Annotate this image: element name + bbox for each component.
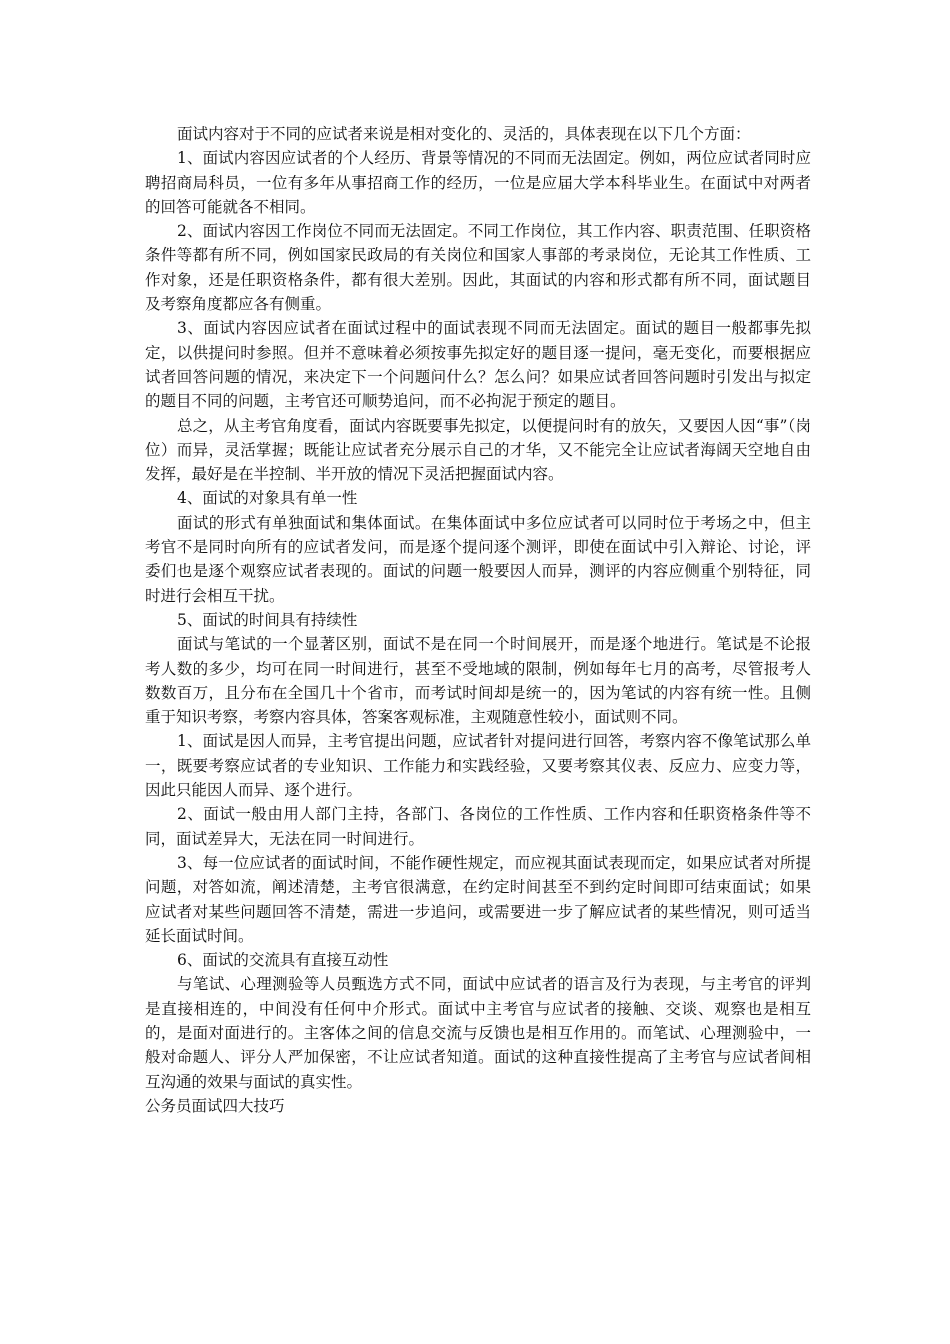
section-heading-4: 4、面试的对象具有单一性: [177, 489, 358, 508]
trailing-heading: 公务员面试四大技巧: [145, 1096, 285, 1115]
paragraph-section-5-item-2: 2、面试一般由用人部门主持，各部门、各岗位的工作性质、工作内容和任职资格条件等不同，面试差异大，无法在同一时间进行。: [145, 805, 811, 848]
paragraph-section-5: 面试与笔试的一个显著区别，面试不是在同一个时间展开，而是逐个地进行。笔试是不论报考人数的多少，均可在同一时间进行，甚至不受地域的限制，例如每年七月的高考，尽管报考人数数百万，且分布在全国几十个省市，而考试时间却是统一的，因为笔试的内容有统一性。且侧重于知识考察，考察内容具体，答案客观标准，主观随意性较小，面试则不同。: [145, 635, 811, 727]
paragraph-item-2: 2、面试内容因工作岗位不同而无法固定。不同工作岗位，其工作内容、职责范围、任职资格条件等都有所不同，例如国家民政局的有关岗位和国家人事部的考录岗位，无论其工作性质、工作对象，还是任职资格条件，都有很大差别。因此，其面试的内容和形式都有所不同，面试题目及考察角度都应各有侧重。: [145, 222, 811, 314]
paragraph-section-5-item-3: 3、每一位应试者的面试时间，不能作硬性规定，而应视其面试表现而定，如果应试者对所提问题，对答如流，阐述清楚，主考官很满意，在约定时间甚至不到约定时间即可结束面试；如果应试者对某些问题回答不清楚，需进一步追问，或需要进一步了解应试者的某些情况，则可适当延长面试时间。: [145, 853, 811, 945]
paragraph-section-4: 面试的形式有单独面试和集体面试。在集体面试中多位应试者可以同时位于考场之中，但主考官不是同时向所有的应试者发问，而是逐个提问逐个测评，即使在面试中引入辩论、讨论，评委们也是逐个观察应试者表现的。面试的问题一般要因人而异，测评的内容应侧重个别特征，同时进行会相互干扰。: [145, 513, 811, 605]
section-heading-6: 6、面试的交流具有直接互动性: [177, 951, 389, 970]
document-page: [145, 122, 811, 1118]
paragraph-item-3: 3、面试内容因应试者在面试过程中的面试表现不同而无法固定。面试的题目一般都事先拟定，以供提问时参照。但并不意味着必须按事先拟定好的题目逐一提问，毫无变化，而要根据应试者回答问题的情况，来决定下一个问题问什么？怎么问？如果应试者回答问题时引发出与拟定的题目不同的问题，主考官还可顺势追问，而不必拘泥于预定的题目。: [145, 319, 811, 411]
section-heading-5: 5、面试的时间具有持续性: [177, 610, 358, 629]
paragraph-section-6: 与笔试、心理测验等人员甄选方式不同，面试中应试者的语言及行为表现，与主考官的评判是直接相连的，中间没有任何中介形式。面试中主考官与应试者的接触、交谈、观察也是相互的，是面对面进行的。主客体之间的信息交流与反馈也是相互作用的。而笔试、心理测验中，一般对命题人、评分人严加保密，不让应试者知道。面试的这种直接性提高了主考官与应试者间相互沟通的效果与面试的真实性。: [145, 975, 811, 1091]
paragraph-intro: 面试内容对于不同的应试者来说是相对变化的、灵活的，具体表现在以下几个方面：: [177, 125, 751, 143]
paragraph-section-5-item-1: 1、面试是因人而异，主考官提出问题，应试者针对提问进行回答，考察内容不像笔试那么单一，既要考察应试者的专业知识、工作能力和实践经验，又要考察其仪表、反应力、应变力等，因此只能因人而异、逐个进行。: [145, 732, 811, 800]
paragraph-item-1: 1、面试内容因应试者的个人经历、背景等情况的不同而无法固定。例如，两位应试者同时应聘招商局科员，一位有多年从事招商工作的经历，一位是应届大学本科毕业生。在面试中对两者的回答可能就各不相同。: [145, 149, 811, 216]
paragraph-summary: 总之，从主考官角度看，面试内容既要事先拟定，以便提问时有的放矢，又要因人因“事”（岗位）而异，灵活掌握；既能让应试者充分展示自己的才华，又不能完全让应试者海阔天空地自由发挥，最好是在半控制、半开放的情况下灵活把握面试内容。: [145, 416, 811, 484]
